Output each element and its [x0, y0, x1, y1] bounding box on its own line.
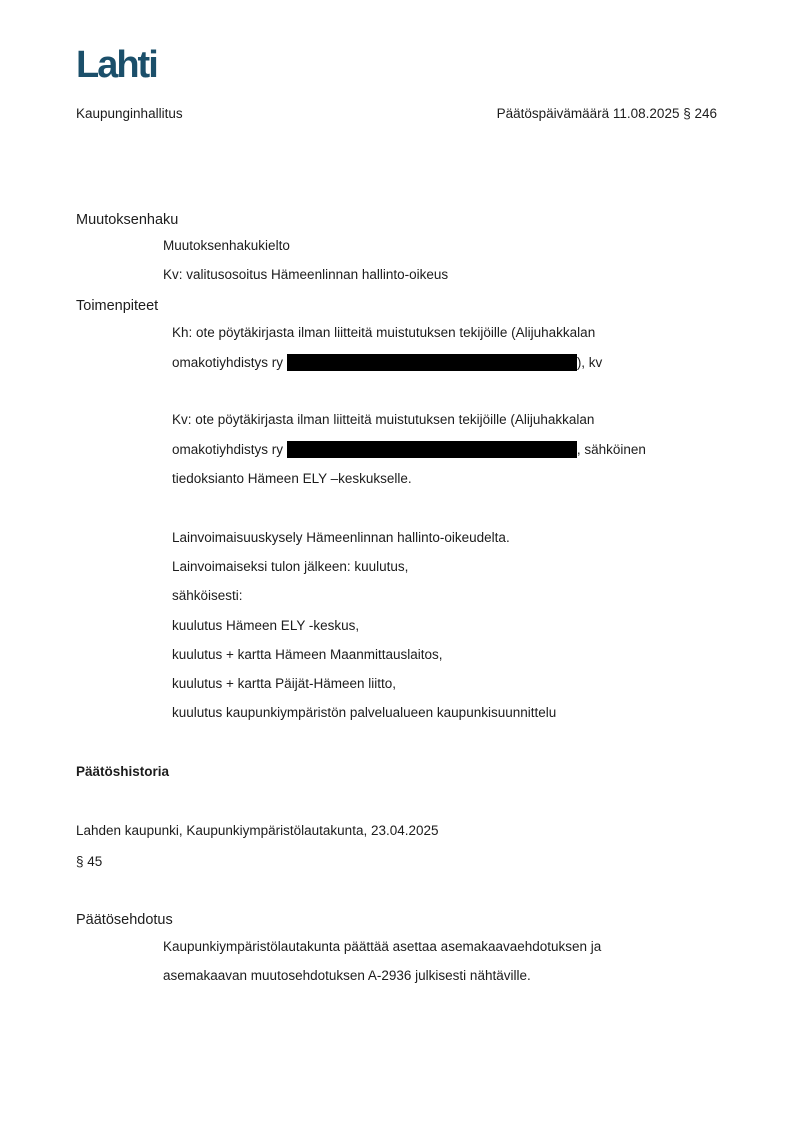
- kh-line: [172, 354, 602, 371]
- action-item: kuulutus + kartta Päijät-Hämeen liitto,: [172, 676, 396, 691]
- proposal-line: asemakaavan muutosehdotuksen A-2936 julkisesti nähtäville.: [163, 968, 531, 983]
- appeal-heading: Muutoksenhaku: [76, 212, 179, 228]
- history-body: Lahden kaupunki, Kaupunkiympäristölautakunta, 23.04.2025: [76, 823, 439, 838]
- kh-line-suffix: ), kv: [576, 355, 603, 370]
- kv-line: [172, 441, 646, 458]
- lahti-logo: [76, 44, 168, 84]
- kv-line-prefix: omakotiyhdistys ry: [172, 442, 284, 457]
- action-item: kuulutus + kartta Hämeen Maanmittauslaitos,: [172, 647, 443, 662]
- appeal-line: Kv: valitusosoitus Hämeenlinnan hallinto-oikeus: [163, 267, 449, 282]
- action-item: Lainvoimaisuuskysely Hämeenlinnan hallinto-oikeudelta.: [172, 530, 510, 545]
- logo-text: Lahti: [76, 44, 157, 84]
- kv-line: Kv: ote pöytäkirjasta ilman liitteitä muistutuksen tekijöille (Alijuhakkalan: [172, 412, 595, 427]
- proposal-heading: Päätösehdotus: [76, 912, 173, 928]
- organ-name: Kaupunginhallitus: [76, 106, 183, 121]
- history-section: § 45: [76, 854, 103, 869]
- kh-line-prefix: omakotiyhdistys ry: [172, 355, 284, 370]
- decision-date: Päätöspäivämäärä 11.08.2025 § 246: [496, 106, 717, 121]
- kv-line-suffix: , sähköinen: [576, 442, 646, 457]
- action-item: kuulutus kaupunkiympäristön palvelualueen kaupunkisuunnittelu: [172, 705, 557, 720]
- appeal-line: Muutoksenhakukielto: [163, 238, 290, 253]
- redaction-bar: [287, 441, 577, 458]
- action-item: sähköisesti:: [172, 588, 243, 603]
- redaction-bar: [287, 354, 577, 371]
- action-item: kuulutus Hämeen ELY -keskus,: [172, 618, 360, 633]
- proposal-line: Kaupunkiympäristölautakunta päättää asettaa asemakaavaehdotuksen ja: [163, 939, 602, 954]
- history-heading: Päätöshistoria: [76, 764, 170, 779]
- action-item: Lainvoimaiseksi tulon jälkeen: kuulutus,: [172, 559, 409, 574]
- kh-line: Kh: ote pöytäkirjasta ilman liitteitä muistutuksen tekijöille (Alijuhakkalan: [172, 325, 596, 340]
- kv-line: tiedoksianto Hämeen ELY –keskukselle.: [172, 471, 412, 486]
- actions-heading: Toimenpiteet: [76, 298, 159, 314]
